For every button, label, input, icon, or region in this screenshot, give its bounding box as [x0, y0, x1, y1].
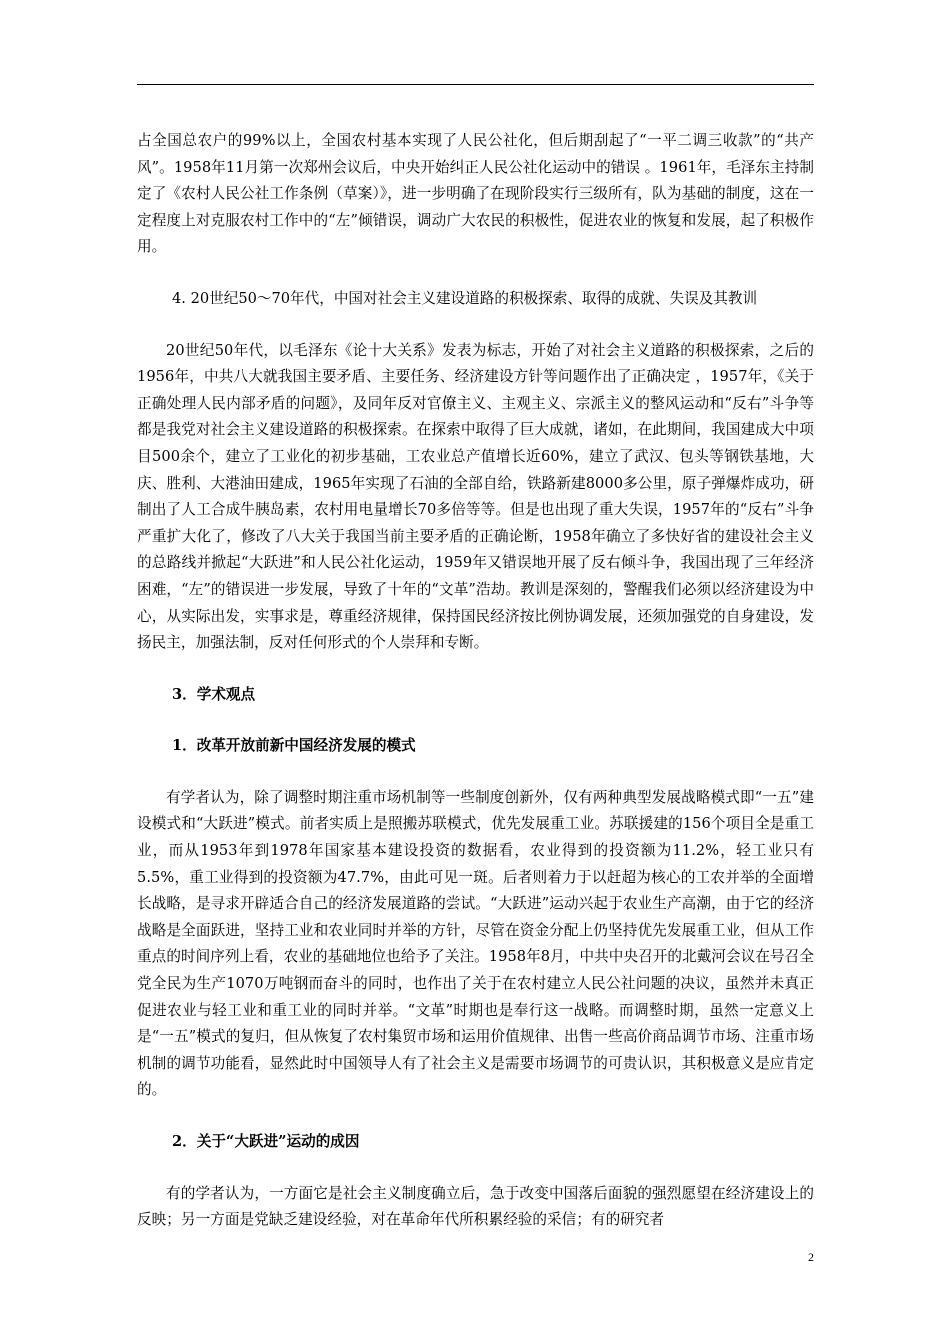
paragraph-great-leap-causes: 有的学者认为，一方面它是社会主义制度确立后，急于改变中国落后面貌的强烈愿望在经济建设上的反映；另一方面是党缺乏建设经验，对在革命年代所积累经验的采信；有的研究者	[137, 1184, 814, 1229]
spacer	[137, 1156, 814, 1181]
paragraph-development-models: 有学者认为，除了调整时期注重市场机制等一些制度创新外，仅有两种典型发展战略模式即“一五”建设模式和“大跃进”模式。前者实质上是照搬苏联模式，优先发展重工业。苏联援建的156个项目全是重工业，而从1953年到1978年国家基本建设投资的数据看，农业得到的投资额为11.2%，轻工业只有5.5%，重工业得到的投资额为47.7%，由此可见一斑。后者则着力于以赶超为核心的工农并举的全面增长战略，是寻求开辟适合自己的经济发展道路的尝试。“大跃进”运动兴起于农业生产高潮，由于它的经济战略是全面跃进，坚持工业和农业同时并举的方针，尽管在资金分配上仍坚持优先发展重工业，但从工作重点的时间序列上看，农业的基础地位也给予了关注。1958年8月，中共中央召开的北戴河会议在号召全党全民为生产1070万吨钢而奋斗的同时，也作出了关于在农村建立人民公社问题的决议，虽然并未真正促进农业与轻工业和重工业的同时并举。“文革”时期也是奉行这一战略。而调整时期，虽然一定意义上是“一五”模式的复归，但从恢复了农村集贸市场和运用价值规律、出售一些高价商品调节市场、注重市场机制的调节功能看，显然此时中国领导人有了社会主义是需要市场调节的可贵认识，其积极意义是应肯定的。	[137, 788, 814, 1099]
subsection-1-heading: 1．改革开放前新中国经济发展的模式	[172, 737, 416, 755]
spacer	[137, 708, 814, 733]
spacer	[137, 313, 814, 338]
section-4-title: 4. 20世纪50～70年代，中国对社会主义建设道路的积极探索、取得的成就、失误及其教训	[172, 289, 758, 307]
spacer	[137, 1104, 814, 1129]
section-academic-views-heading: 3．学术观点	[172, 685, 256, 703]
spacer	[137, 261, 814, 286]
paragraph-people-commune: 占全国总农户的99%以上，全国农村基本实现了人民公社化，但后期刮起了“一平二调三收款”的“共产风”。1958年11月第一次郑州会议后，中央开始纠正人民公社化运动中的错误 。1961年，毛泽东主持制定了《农村人民公社工作条例（草案）》，进一步明确了在现阶段实行三级所有，队为基础的制度，这在一定程度上对克服农村工作中的“左”倾错误，调动广大农民的积极性，促进农业的恢复和发展，起了积极作用。	[137, 132, 814, 256]
page-number: 2	[808, 1250, 814, 1264]
paragraph-socialist-exploration: 20世纪50年代，以毛泽东《论十大关系》发表为标志，开始了对社会主义道路的积极探索，之后的1956年，中共八大就我国主要矛盾、主要任务、经济建设方针等问题作出了正确决定 ，1957年，《关于正确处理人民内部矛盾的问题》，及同年反对官僚主义、主观主义、宗派主义的整风运动和“反右”斗争等都是我党对社会主义建设道路的积极探索。在探索中取得了巨大成就，诸如，在此期间，我国建成大中项目500余个，建立了工业化的初步基础，工农业总产值增长近60%，建立了武汉、包头等钢铁基地，大庆、胜利、大港油田建成，1965年实现了石油的全部自给，铁路新建8000多公里，原子弹爆炸成功，研制出了人工合成牛胰岛素，农村用电量增长70多倍等等。但是也出现了重大失误，1957年的“反右”斗争严重扩大化了，修改了八大关于我国当前主要矛盾的正确论断，1958年确立了多快好省的建设社会主义的总路线并掀起“大跃进”和人民公社化运动，1959年又错误地开展了反右倾斗争，我国出现了三年经济困难，“左”的错误进一步发展，导致了十年的“文革”浩劫。教训是深刻的，警醒我们必须以经济建设为中心，从实际出发，实事求是，尊重经济规律，保持国民经济按比例协调发展，还须加强党的自身建设，发扬民主，加强法制，反对任何形式的个人崇拜和专断。	[137, 341, 814, 652]
document-body	[137, 128, 814, 1234]
spacer	[137, 760, 814, 785]
spacer	[137, 657, 814, 682]
subsection-2-heading: 2．关于“大跃进”运动的成因	[172, 1133, 360, 1150]
header-rule	[137, 84, 814, 85]
